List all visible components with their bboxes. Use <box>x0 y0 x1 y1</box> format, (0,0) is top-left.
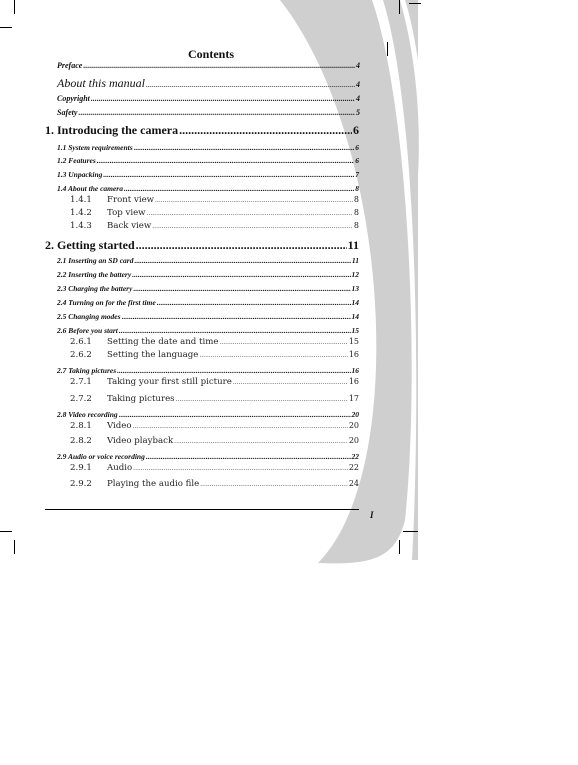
toc-entry-page: 20 <box>351 410 359 419</box>
toc-entry-page: 14 <box>351 298 359 307</box>
toc-entry-page: 8 <box>353 221 359 230</box>
toc-entry-label <box>70 377 232 387</box>
toc-entry[interactable] <box>57 366 359 375</box>
toc-entry-text: Video playback <box>107 436 174 446</box>
toc-entry-text: Setting the language <box>107 350 199 360</box>
crop-mark <box>14 0 15 14</box>
toc-entry[interactable] <box>70 394 359 404</box>
toc-leader-dots <box>155 197 353 204</box>
toc-entry-page: 17 <box>348 394 359 403</box>
toc-entry-number: 2.8.1 <box>70 421 92 431</box>
toc-entry-label <box>70 221 151 231</box>
toc-entry-page: 6 <box>355 156 359 165</box>
toc-entry-text: Back view <box>107 221 152 231</box>
toc-entry-number: 2.9.2 <box>70 479 92 489</box>
toc-entry[interactable] <box>57 143 359 152</box>
toc-entry-number: 1.4.2 <box>70 208 92 218</box>
toc-leader-dots <box>124 184 354 193</box>
footer-rule <box>45 509 359 510</box>
crop-mark <box>409 3 421 4</box>
toc-entry-page: 5 <box>356 108 360 117</box>
toc-entry-label: 2.4 Turning on for the first time <box>57 298 156 307</box>
toc-leader-dots <box>91 94 355 103</box>
toc-leader-dots <box>103 170 354 179</box>
toc-entry-page: 12 <box>351 270 359 279</box>
toc-entry[interactable] <box>57 156 359 165</box>
toc-entry-page: 22 <box>348 463 359 472</box>
toc-leader-dots <box>133 423 348 430</box>
toc-leader-dots <box>199 352 347 359</box>
toc-entry[interactable] <box>57 94 360 103</box>
toc-entry[interactable] <box>57 312 359 321</box>
toc-leader-dots <box>97 156 354 165</box>
toc-entry[interactable] <box>45 123 359 138</box>
toc-entry[interactable] <box>70 436 359 446</box>
toc-entry-label <box>70 350 198 360</box>
toc-entry[interactable] <box>57 76 360 91</box>
toc-entry[interactable] <box>45 238 359 253</box>
crop-mark <box>399 0 400 14</box>
toc-entry-label: 1.4 About the camera <box>57 184 123 193</box>
toc-entry[interactable] <box>57 184 359 193</box>
toc-entry-label <box>70 195 154 205</box>
toc-leader-dots <box>157 298 351 307</box>
toc-entry-page: 8 <box>353 195 359 204</box>
toc-leader-dots <box>133 465 348 472</box>
toc-entry[interactable] <box>70 350 359 360</box>
toc-entry-page: 20 <box>348 436 359 445</box>
toc-entry-label: 2.6 Before you start <box>57 326 118 335</box>
toc-entry[interactable] <box>70 208 359 218</box>
toc-entry-number: 2.7.1 <box>70 377 92 387</box>
toc-entry[interactable] <box>70 195 359 205</box>
crop-mark <box>14 540 15 554</box>
toc-entry[interactable] <box>70 463 359 473</box>
toc-entry-text: Audio <box>107 463 133 473</box>
toc-leader-dots <box>152 223 353 230</box>
toc-entry[interactable] <box>70 421 359 431</box>
toc-entry[interactable] <box>57 61 360 70</box>
toc-leader-dots <box>176 396 348 403</box>
toc-entry-label <box>70 208 146 218</box>
crop-mark <box>399 540 400 554</box>
toc-entry-number: 2.6.2 <box>70 350 92 360</box>
toc-entry-text: Setting the date and time <box>107 337 219 347</box>
toc-entry-page: 20 <box>348 421 359 430</box>
toc-leader-dots <box>78 108 355 117</box>
toc-leader-dots <box>119 326 351 335</box>
toc-entry[interactable] <box>57 410 359 419</box>
toc-entry-page: 4 <box>356 80 360 89</box>
toc-entry-page: 13 <box>351 284 359 293</box>
toc-entry-label: 1. Introducing the camera <box>45 123 179 137</box>
toc-entry-page: 15 <box>348 337 359 346</box>
toc-entry-page: 15 <box>351 326 359 335</box>
toc-leader-dots <box>136 238 347 253</box>
toc-entry-label: 2.3 Charging the battery <box>57 284 133 293</box>
toc-entry[interactable] <box>57 298 359 307</box>
toc-entry-page: 7 <box>355 170 359 179</box>
crop-mark <box>0 27 12 28</box>
toc-entry-page: 6 <box>355 143 359 152</box>
toc-entry[interactable] <box>57 270 359 279</box>
footer-page-number: I <box>370 510 374 520</box>
toc-leader-dots <box>233 379 348 386</box>
toc-entry-label: 2.5 Changing modes <box>57 312 121 321</box>
toc-title: Contents <box>187 47 234 61</box>
toc-entry-number: 2.7.2 <box>70 394 92 404</box>
toc-leader-dots <box>147 210 353 217</box>
toc-leader-dots <box>119 410 351 419</box>
toc-entry-label: 2.9 Audio or voice recording <box>57 452 145 461</box>
toc-leader-dots <box>134 143 355 152</box>
toc-entry-label <box>70 436 173 446</box>
toc-entry-label: About this manual <box>57 76 146 90</box>
toc-entry-label <box>70 479 199 489</box>
toc-entry-label: 1.2 Features <box>57 156 96 165</box>
toc-entry-page: 16 <box>351 366 359 375</box>
crop-mark <box>0 531 12 532</box>
toc-entry-text: Front view <box>107 195 155 205</box>
toc-entry-label: 2.8 Video recording <box>57 410 118 419</box>
toc-entry-label <box>70 337 218 347</box>
crop-mark <box>403 531 418 532</box>
toc-leader-dots <box>122 312 351 321</box>
toc-entry-number: 2.8.2 <box>70 436 92 446</box>
toc-entry[interactable] <box>70 221 359 231</box>
toc-entry-page: 11 <box>347 238 359 252</box>
toc-entry-page: 11 <box>351 256 359 265</box>
toc-entry-text: Video <box>107 421 132 431</box>
toc-entry-page: 8 <box>355 184 359 193</box>
toc-entry-text: Playing the audio file <box>107 479 200 489</box>
toc-entry-page: 4 <box>356 61 360 70</box>
toc-leader-dots <box>133 284 350 293</box>
toc-entry-label <box>70 463 132 473</box>
toc-entry-label: 1.3 Unpacking <box>57 170 103 179</box>
toc-entry-label: Copyright <box>57 94 90 103</box>
toc-leader-dots <box>179 123 352 138</box>
toc-entry-page: 22 <box>351 452 359 461</box>
toc-entry-number: 2.6.1 <box>70 337 92 347</box>
toc-entry-number: 1.4.3 <box>70 221 92 231</box>
toc-leader-dots <box>219 339 347 346</box>
toc-entry-label: Safety <box>57 108 78 117</box>
toc-leader-dots <box>146 80 355 89</box>
toc-entry-page: 8 <box>353 208 359 217</box>
toc-entry[interactable] <box>57 108 360 117</box>
toc-entry-label: 1.1 System requirements <box>57 143 133 152</box>
toc-entry-number: 1.4.1 <box>70 195 92 205</box>
toc-entry[interactable] <box>70 337 359 347</box>
toc-leader-dots <box>200 481 348 488</box>
toc-leader-dots <box>134 256 350 265</box>
toc-entry-page: 16 <box>348 350 359 359</box>
toc-leader-dots <box>83 61 355 70</box>
toc-entry-page: 24 <box>348 479 359 488</box>
toc-leader-dots <box>174 438 348 445</box>
toc-entry[interactable] <box>57 170 359 179</box>
toc-entry-number: 2.9.1 <box>70 463 92 473</box>
toc-entry[interactable] <box>70 479 359 489</box>
toc-entry-text: Taking your first still picture <box>107 377 232 387</box>
toc-entry-text: Top view <box>107 208 146 218</box>
toc-leader-dots <box>146 452 351 461</box>
toc-entry-label: 2.7 Taking pictures <box>57 366 117 375</box>
toc-entry-text: Taking pictures <box>107 394 175 404</box>
toc-entry-page: 4 <box>356 94 360 103</box>
toc-entry-page: 6 <box>353 123 359 137</box>
toc-entry[interactable] <box>57 256 359 265</box>
toc-entry-label: Preface <box>57 61 83 70</box>
toc-entry-label: 2.2 Inserting the battery <box>57 270 132 279</box>
toc-entry-page: 14 <box>351 312 359 321</box>
toc-entry[interactable] <box>57 326 359 335</box>
toc-entry[interactable] <box>57 284 359 293</box>
toc-leader-dots <box>132 270 350 279</box>
toc-entry-page: 16 <box>348 377 359 386</box>
toc-entry-label <box>70 421 132 431</box>
toc-leader-dots <box>117 366 350 375</box>
toc-entry[interactable] <box>57 452 359 461</box>
toc-entry-label: 2. Getting started <box>45 238 135 252</box>
toc-entry-label <box>70 394 175 404</box>
toc-entry[interactable] <box>70 377 359 387</box>
toc-entry-label: 2.1 Inserting an SD card <box>57 256 134 265</box>
